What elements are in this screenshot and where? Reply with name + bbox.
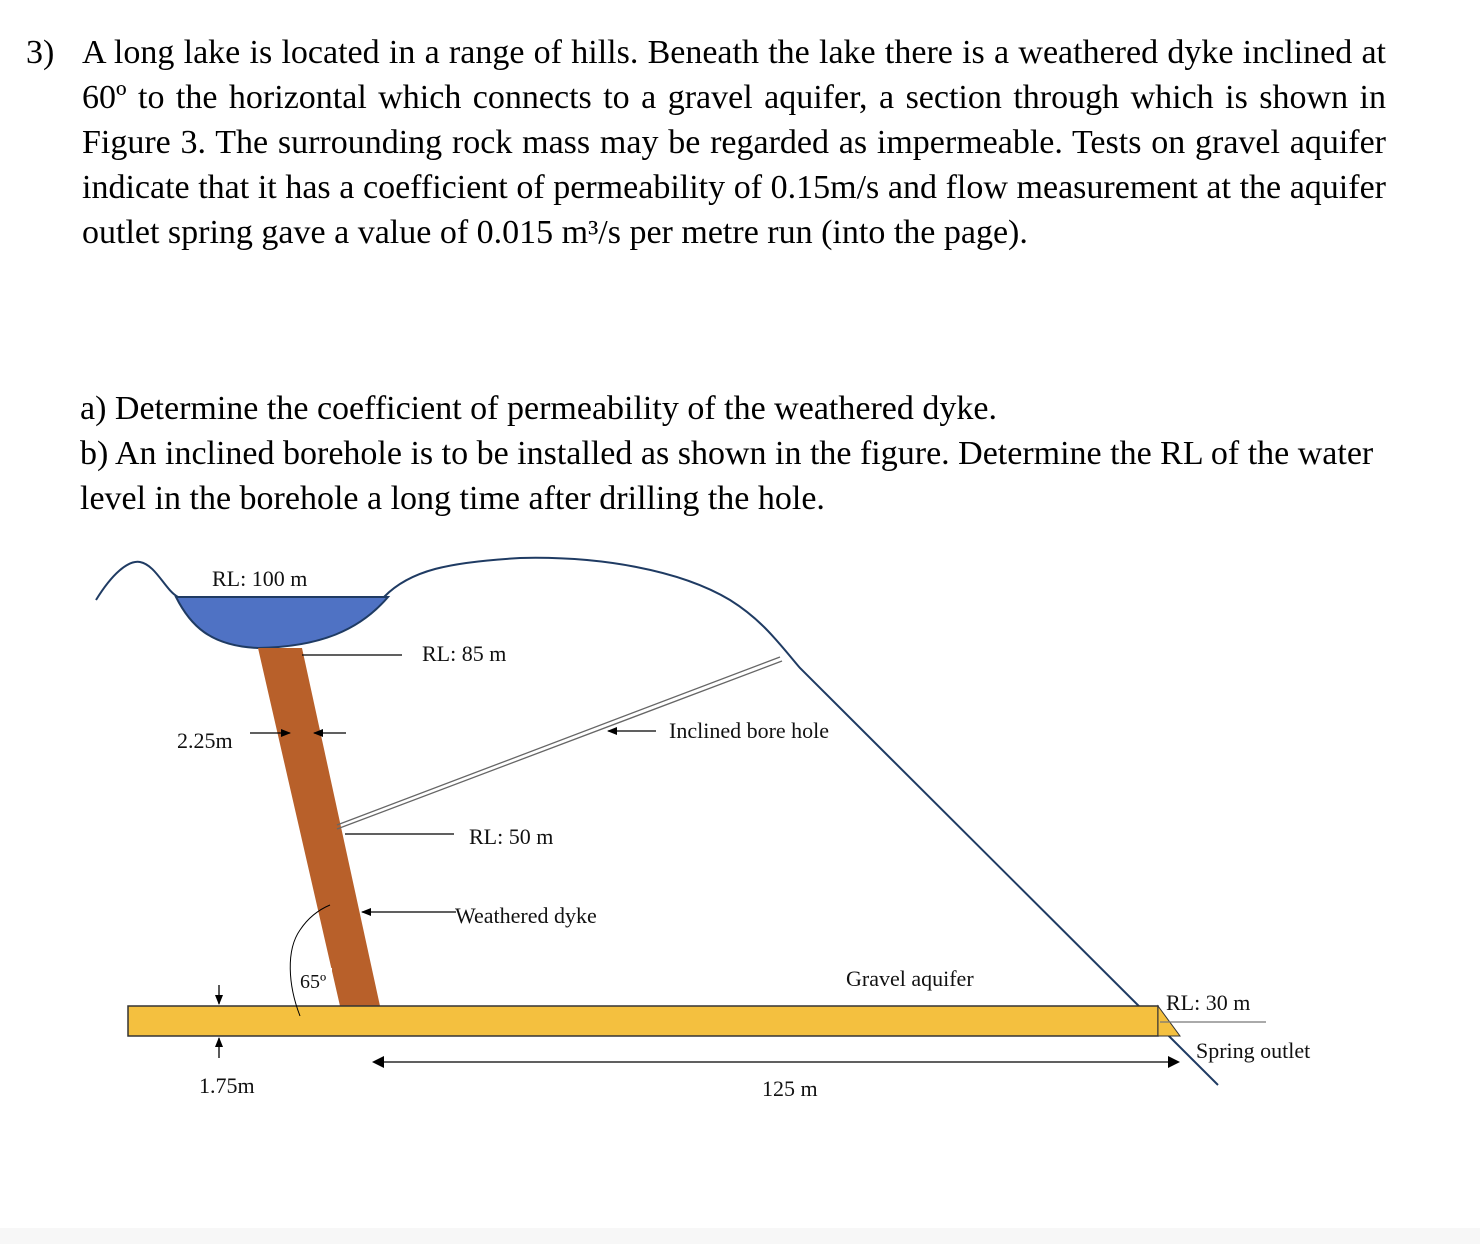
weathered-dyke [258,648,380,1006]
label-inclined-bore-hole: Inclined bore hole [669,718,830,743]
problem-text: A long lake is located in a range of hills. Beneath the lake there is a weathered dyke inclined at 60º to the horizontal which connects to a gravel aquifer, a section through which is shown in Figure 3. The surrounding rock mass may be regarded as impermeable. Tests on gravel aquifer indicate that it has a coefficient of permeability of 0.15m/s and flow measurement at the aquifer outlet spring gave a value of 0.015 m³/s per metre run (into the page). [82,34,1386,251]
question-parts [80,386,1380,521]
label-spring-outlet: Spring outlet [1196,1038,1311,1063]
gravel-aquifer [128,1006,1158,1036]
inclined-borehole-inner [337,661,782,829]
hill-outline-left [96,562,178,600]
figure-3 [0,540,1480,1180]
label-weathered-dyke: Weathered dyke [455,903,597,928]
part-b: b) An inclined borehole is to be installed as shown in the figure. Determine the RL of the water level in the borehole a long time after drilling the hole. [80,435,1374,517]
label-dyke-width: 2.25m [177,728,233,753]
problem-statement [26,30,1386,255]
label-rl-85: RL: 85 m [422,641,507,666]
label-rl-50: RL: 50 m [469,824,554,849]
length-arrowhead-right [1168,1056,1180,1068]
label-length: 125 m [762,1076,818,1101]
label-angle: 65º [300,971,327,993]
lake-water [176,597,388,648]
part-a: a) Determine the coefficient of permeability of the weathered dyke. [80,390,997,427]
length-arrowhead-left [372,1056,384,1068]
label-gravel-aquifer: Gravel aquifer [846,966,974,991]
page-bottom-edge [0,1228,1480,1244]
problem-number: 3) [26,34,55,71]
label-aquifer-thickness: 1.75m [199,1073,255,1098]
label-rl-100: RL: 100 m [212,566,308,591]
label-rl-30: RL: 30 m [1166,990,1251,1015]
